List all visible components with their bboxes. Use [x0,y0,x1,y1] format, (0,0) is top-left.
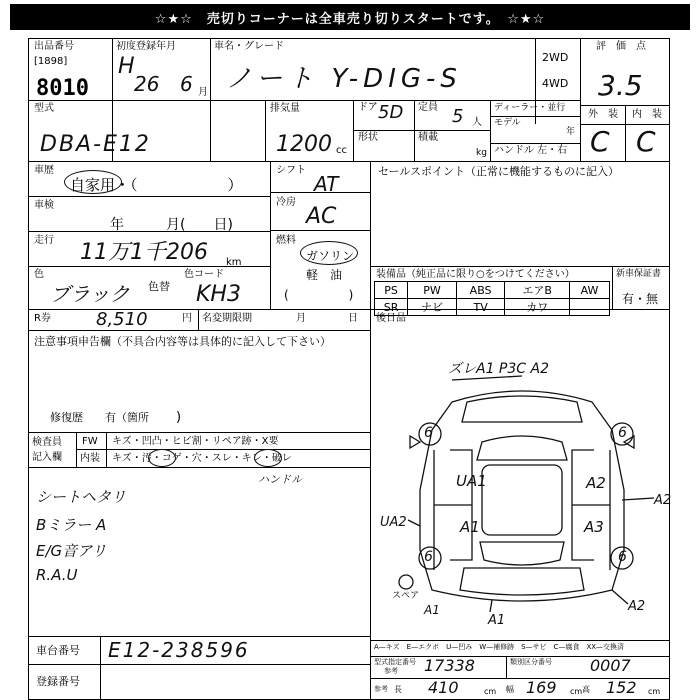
lot-label: 出品番号 [34,41,74,52]
handle-note: ハンドル [258,473,302,486]
chassis-label: 車台番号 [36,644,80,657]
inspection-label: 車検 [34,200,54,211]
lot-sub: [1898] [34,56,68,67]
deadline-month: 月 [296,313,306,324]
grade-value: 3.5 [598,69,643,102]
postscript-label: 後日品 [376,313,406,324]
equip-abs: ABS [456,282,504,299]
mileage-value: 11万1千206 [80,240,208,265]
equip-leather: カワ [505,299,570,316]
capacity-value: 5 [452,106,464,127]
lot-number: 8010 [36,76,89,101]
displacement-label: 排気量 [270,103,300,114]
first-reg-year: 26 [134,72,160,96]
diagram-label-a1-left: A1 [460,518,480,536]
width-label: 幅 [506,685,514,694]
equipment-grid [374,281,610,316]
first-reg-era: H [118,54,135,79]
width-value: 169 [526,678,557,697]
model-year-label: モデル [494,118,521,128]
history-value: 自家用・（ ） [70,176,243,194]
shift-value: AT [314,172,339,196]
length-value: 410 [428,678,459,697]
type-no-ref: 参考 [384,667,398,675]
drive-4wd: 4WD [542,77,569,90]
diagram-label-a2-rear: A2 [628,599,646,614]
height-label: 高 [582,685,590,694]
equip-navi: ナビ [408,299,457,316]
note-line-3: E/G音アリ [36,542,107,560]
interior-check-text: キズ・汚・コゲ・穴・スレ・キレ・破レ [112,453,292,464]
capacity-unit: 人 [472,117,482,128]
notes-label: 注意事項申告欄（不具合内容等は具体的に記入して下さい） [34,335,331,348]
history-label: 車歴 [34,165,54,176]
equip-aw: AW [570,282,610,299]
doors-label: ドア [358,102,378,113]
equipment-label: 装備品（純正品に限り○をつけてください） [376,269,575,280]
length-ref: 参考 [374,685,388,693]
history-circle [64,170,122,194]
ac-label: 冷房 [276,197,296,208]
model-year-unit: 年 [566,127,576,137]
drive-2wd: 2WD [542,51,569,64]
equip-ps: PS [375,282,408,299]
interior-value: C [636,125,656,158]
new-warranty-value: 有・無 [622,292,659,306]
exterior-value: C [590,125,610,158]
note-line-2: Bミラー A [36,516,107,534]
shift-label: シフト [276,165,306,176]
recycle-label: R券 [34,313,51,324]
length-label: 長 [394,685,402,694]
recycle-value: 8,510 [96,309,148,330]
class-value: 0007 [590,656,631,675]
first-reg-label: 初度登録年月 [116,41,176,52]
shape-label: 形状 [358,132,378,143]
diagram-label-a3: A3 [584,518,604,536]
equip-airbag: エアB [505,282,570,299]
model-label: 車名・グレード [214,41,284,52]
length-unit: cm [484,687,497,696]
chassis-value: E12-238596 [108,638,250,662]
ac-value: AC [306,204,337,229]
interior-label: 内 装 [632,109,662,120]
inspector-label-2: 記入欄 [32,452,62,463]
interior-mark-1 [148,449,176,467]
class-label: 類別区分番号 [510,658,552,666]
color-label: 色 [34,269,44,280]
fuel-diesel: 軽 油 [306,268,343,282]
load-label: 積載 [418,132,438,143]
new-warranty-label: 新車保証書 [616,269,662,279]
color-code-value: KH3 [196,282,241,307]
height-unit: cm [648,687,661,696]
fw-label: FW [82,436,98,447]
repair-label: 修復歴 有（箇所 [50,411,149,424]
spare-label: スペア [392,591,420,601]
mileage-unit: km [226,257,242,268]
diagram-label-ua2: UA2 [380,515,407,530]
mileage-label: 走行 [34,235,54,246]
diagram-label-a2-right: A2 [586,474,606,492]
type-no-label: 型式指定番号 [374,658,416,666]
diagram-label-a2-side: A2 [654,493,672,508]
capacity-label: 定員 [418,102,438,113]
color-change-label: 色替 [148,280,170,293]
first-reg-month: 6 [180,72,193,96]
note-line-1: シートヘタリ [36,488,127,506]
dealer-label: ディーラー・並行 [494,103,566,113]
width-unit: cm [570,687,583,696]
equip-blank [570,299,610,316]
height-value: 152 [606,678,637,697]
fuel-gasoline: ガソリン [306,249,355,263]
displacement-unit: cc [336,145,347,156]
handle-label: ハンドル 左・右 [494,145,568,156]
displacement-value: 1200 [276,132,332,157]
color-code-label: 色コード [184,269,224,280]
inspection-value: 年 月( 日) [110,217,233,233]
tire-mark-fr: 6 [618,425,627,441]
model-value: ノート Y-DIG-S [226,64,462,94]
banner: ☆★☆ 売切りコーナーは全車売り切りスタートです。 ☆★☆ [10,4,690,30]
type-label: 型式 [34,103,54,114]
equip-sr: SR [375,299,408,316]
interior-mark-2 [254,449,282,467]
note-line-4: R.A.U [36,566,78,584]
tire-mark-rr: 6 [618,549,627,565]
tire-mark-fl: 6 [424,425,433,441]
first-reg-month-unit: 月 [198,87,208,98]
deadline-label: 名変期限期 [202,313,252,324]
car-damage-diagram [372,350,672,630]
exterior-label: 外 装 [588,109,618,120]
deadline-day: 日 [348,313,358,324]
inspector-label-1: 検査員 [32,437,62,448]
doors-value: 5D [378,102,404,123]
damage-legend: A—キズ E—エクボ U—凹み W—補修跡 S—サビ C—腐食 XX—交換済 [374,643,625,651]
diagram-top-note: ズレA1 P3C A2 [448,361,549,377]
type-value: DBA-E12 [40,132,151,157]
sales-point-label: セールスポイント（正常に機能するものに記入） [378,165,620,178]
grade-label: 評 価 点 [596,41,646,52]
registration-label: 登録番号 [36,675,80,688]
tire-mark-rl: 6 [424,549,433,565]
load-unit: kg [476,148,487,158]
type-no-value: 17338 [424,656,475,675]
equip-tv: TV [456,299,504,316]
fuel-label: 燃料 [276,235,296,246]
diagram-label-ua1: UA1 [456,472,487,490]
fuel-circle [300,241,358,265]
recycle-unit: 円 [182,313,192,324]
fw-text: キズ・凹凸・ヒビ割・リペア跡・X要 [112,436,279,447]
interior-check-label: 内装 [80,453,100,464]
equip-pw: PW [408,282,457,299]
diagram-label-a1-rear: A1 [488,613,506,628]
color-value: ブラック [50,282,130,306]
fuel-paren: ( ) [284,288,354,302]
diagram-label-a1-spare: A1 [424,603,440,617]
